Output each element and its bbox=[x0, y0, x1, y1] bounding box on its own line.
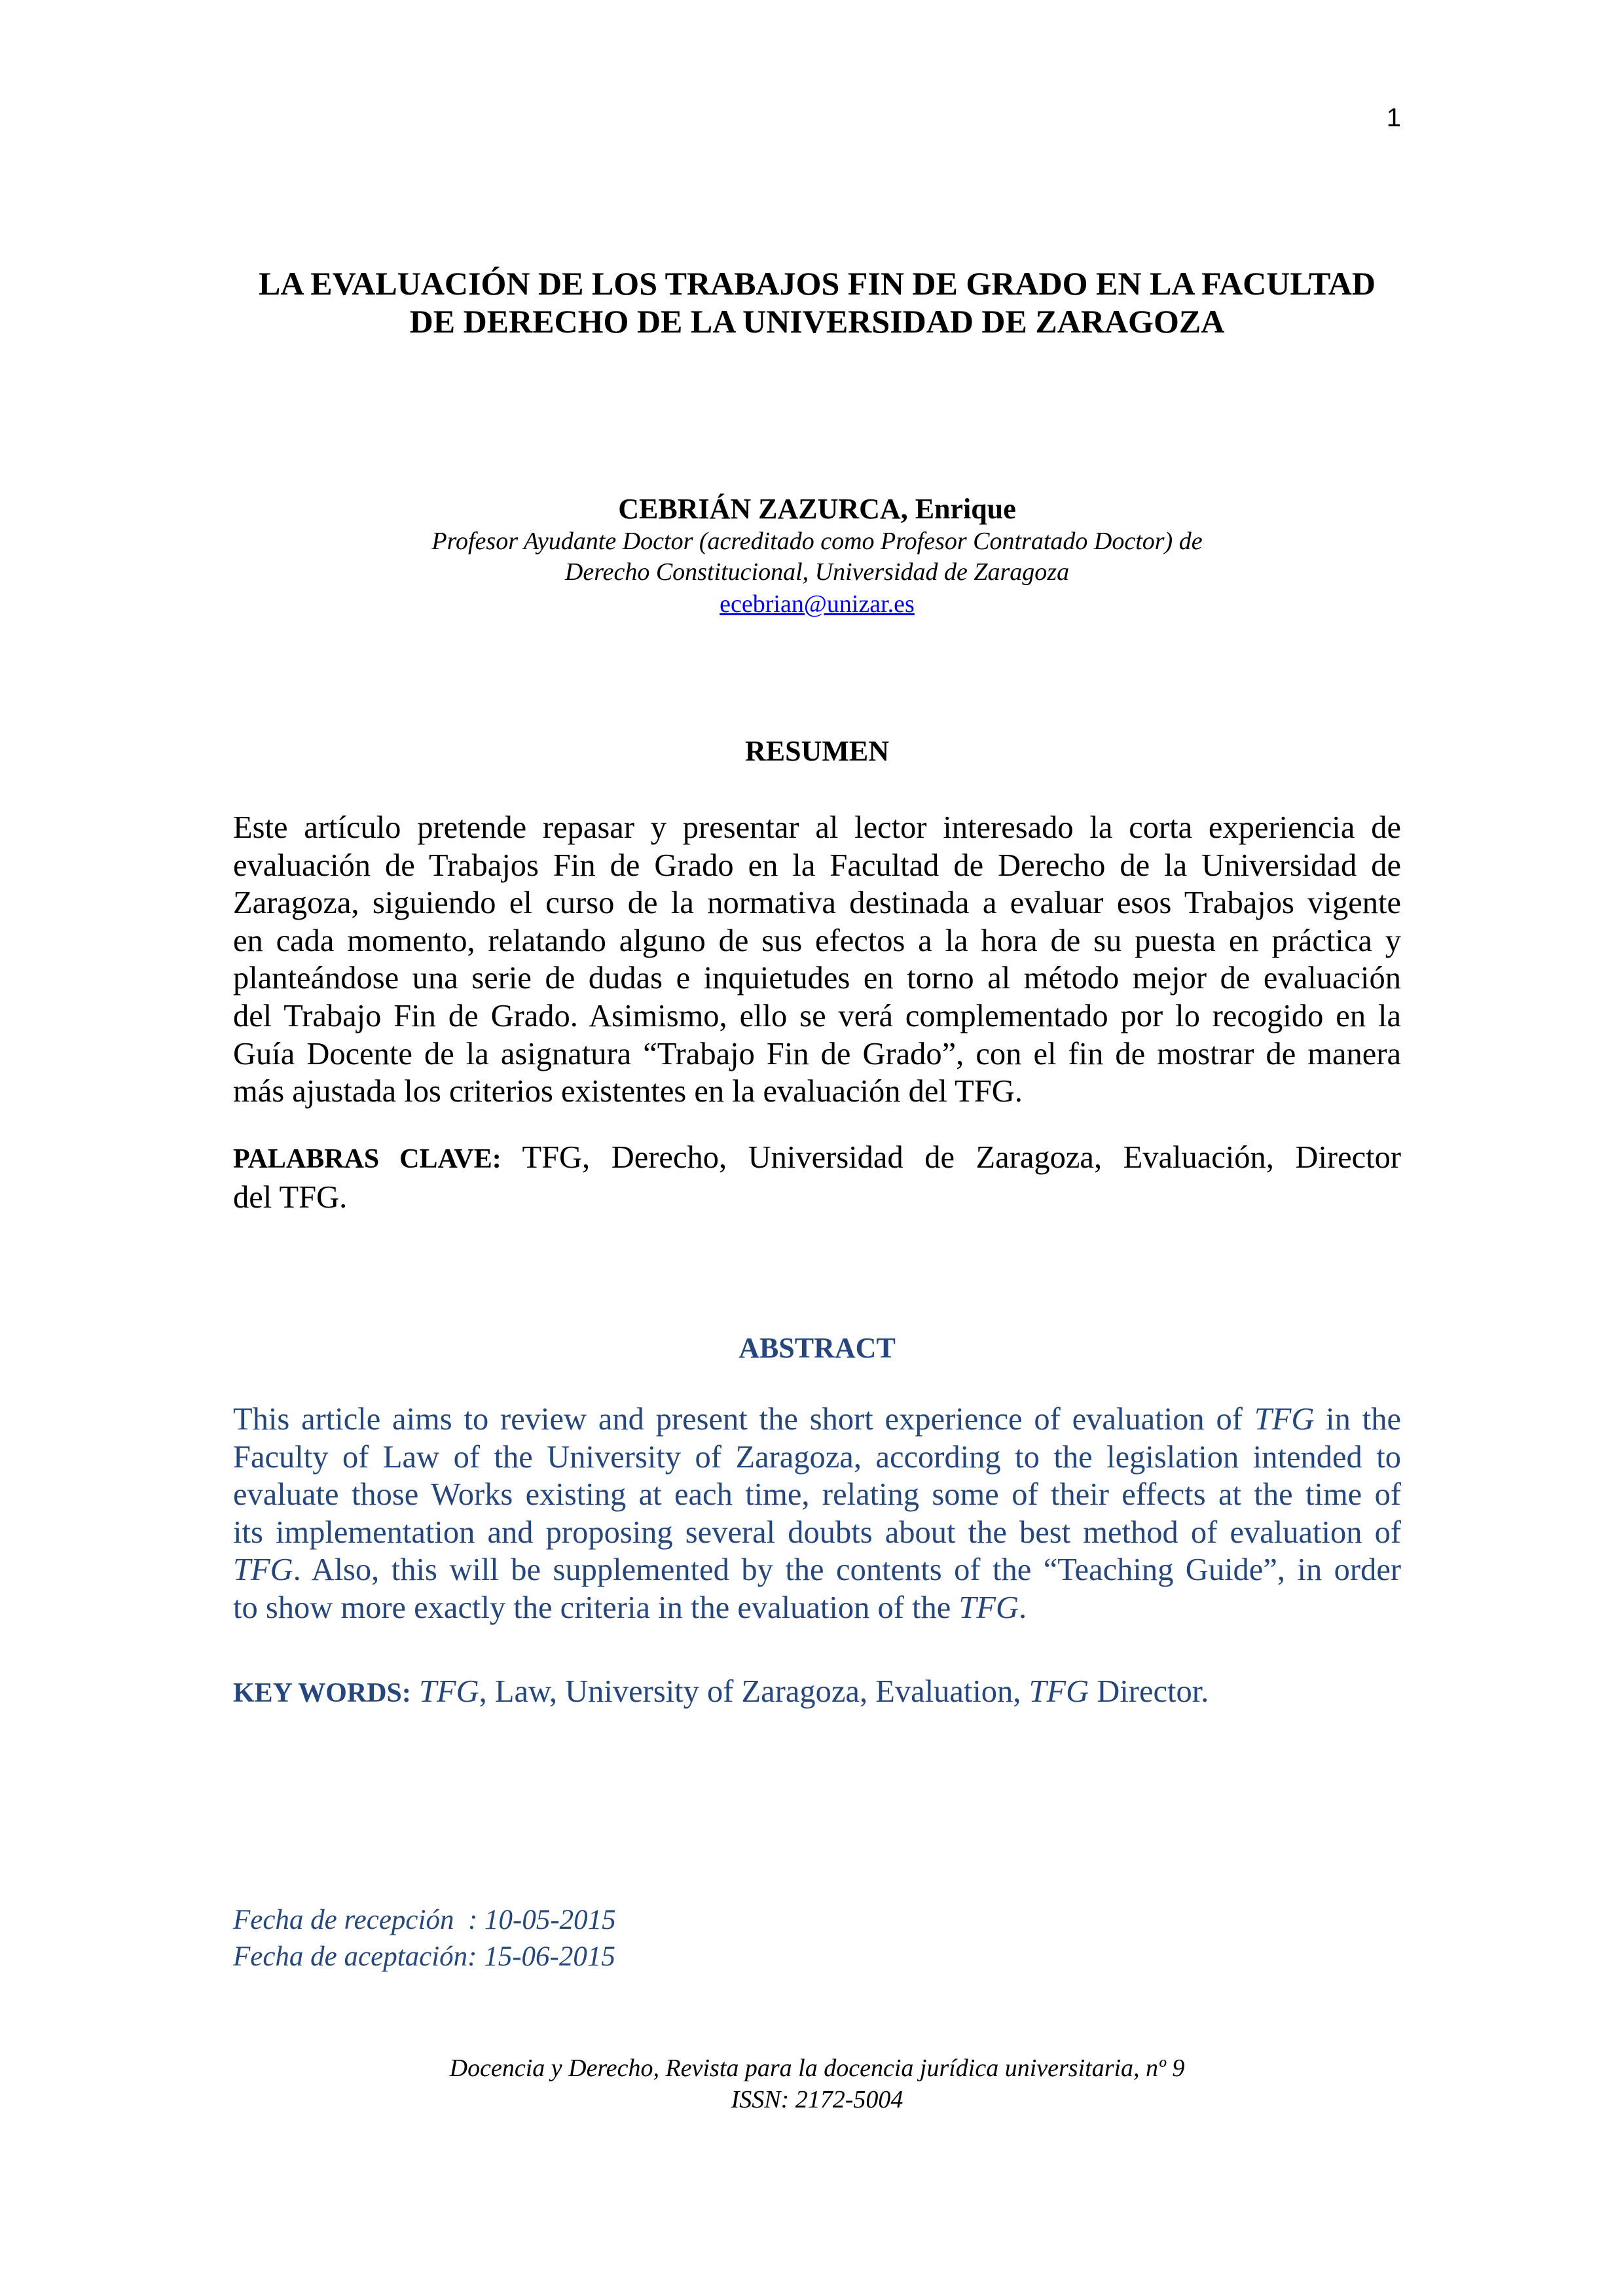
palabras-clave-values-cont: del TFG. bbox=[233, 1179, 348, 1215]
resumen-line: Guía Docente de la asignatura “Trabajo Fin de Grado”, con el fin de mostrar de manera bbox=[233, 1036, 1401, 1071]
journal-footer bbox=[233, 2053, 1401, 2115]
palabras-clave-values: TFG, Derecho, Universidad de Zaragoza, Evaluación, Director bbox=[522, 1140, 1402, 1175]
journal-issn: ISSN: 2172-5004 bbox=[731, 2086, 903, 2113]
author-name: CEBRIÁN ZAZURCA, Enrique bbox=[618, 493, 1016, 525]
abstract-line: This article aims to review and present the short experience of evaluation of TFG in the bbox=[233, 1402, 1401, 1437]
palabras-clave bbox=[233, 1139, 1401, 1216]
author-block bbox=[233, 492, 1401, 620]
author-affiliation-line-2: Derecho Constitucional, Universidad de Zaragoza bbox=[564, 558, 1070, 586]
palabras-clave-label: PALABRAS CLAVE: bbox=[233, 1144, 501, 1174]
abstract-line: Faculty of Law of the University of Zaragoza, according to the legislation intended to bbox=[233, 1439, 1401, 1475]
key-words: KEY WORDS: TFG, Law, University of Zaragoza, Evaluation, TFG Director. bbox=[233, 1674, 1209, 1709]
resumen-line: Este artículo pretende repasar y presentar al lector interesado la corta experiencia de bbox=[233, 810, 1401, 845]
title-line-2: DE DERECHO DE LA UNIVERSIDAD DE ZARAGOZA bbox=[409, 303, 1225, 340]
resumen-line: evaluación de Trabajos Fin de Grado en la Facultad de Derecho de la Universidad de bbox=[233, 848, 1401, 883]
paper-title bbox=[233, 264, 1401, 340]
key-words-label: KEY WORDS: bbox=[233, 1678, 411, 1708]
resumen-paragraph bbox=[233, 809, 1401, 1111]
author-email-link[interactable]: ecebrian@unizar.es bbox=[720, 590, 915, 618]
abstract-paragraph bbox=[233, 1401, 1401, 1627]
author-affiliation-line-1: Profesor Ayudante Doctor (acreditado como Profesor Contratado Doctor) de bbox=[431, 528, 1203, 555]
title-line-1: LA EVALUACIÓN DE LOS TRABAJOS FIN DE GRADO EN LA FACULTAD bbox=[259, 265, 1376, 302]
resumen-line: más ajustada los criterios existentes en la evaluación del TFG. bbox=[233, 1074, 1023, 1109]
key-word-tfg: TFG bbox=[419, 1674, 479, 1709]
resumen-line: Zaragoza, siguiendo el curso de la normativa destinada a evaluar esos Trabajos vigente bbox=[233, 886, 1401, 921]
acceptance-date: Fecha de aceptación: 15-06-2015 bbox=[233, 1941, 615, 1972]
reception-date: Fecha de recepción : 10-05-2015 bbox=[233, 1905, 616, 1935]
resumen-line: en cada momento, relatando alguno de sus efectos a la hora de su puesta en práctica y bbox=[233, 923, 1401, 958]
journal-name: Docencia y Derecho, Revista para la docencia jurídica universitaria, nº 9 bbox=[449, 2054, 1185, 2082]
abstract-line: evaluate those Works existing at each time, relating some of their effects at the time of bbox=[233, 1477, 1401, 1513]
resumen-heading: RESUMEN bbox=[744, 735, 890, 767]
abstract-line: TFG. Also, this will be supplemented by the contents of the “Teaching Guide”, in order bbox=[233, 1552, 1401, 1588]
abstract-line: to show more exactly the criteria in the evaluation of the TFG. bbox=[233, 1590, 1027, 1625]
page-number: 1 bbox=[1386, 103, 1401, 132]
abstract-line: its implementation and proposing several doubts about the best method of evaluation of bbox=[233, 1515, 1401, 1550]
resumen-line: planteándose una serie de dudas e inquietudes en torno al método mejor de evaluación bbox=[233, 961, 1401, 996]
dates-block bbox=[233, 1902, 616, 1975]
abstract-heading: ABSTRACT bbox=[739, 1332, 896, 1364]
resumen-line: del Trabajo Fin de Grado. Asimismo, ello se verá complementado por lo recogido en la bbox=[233, 998, 1401, 1033]
